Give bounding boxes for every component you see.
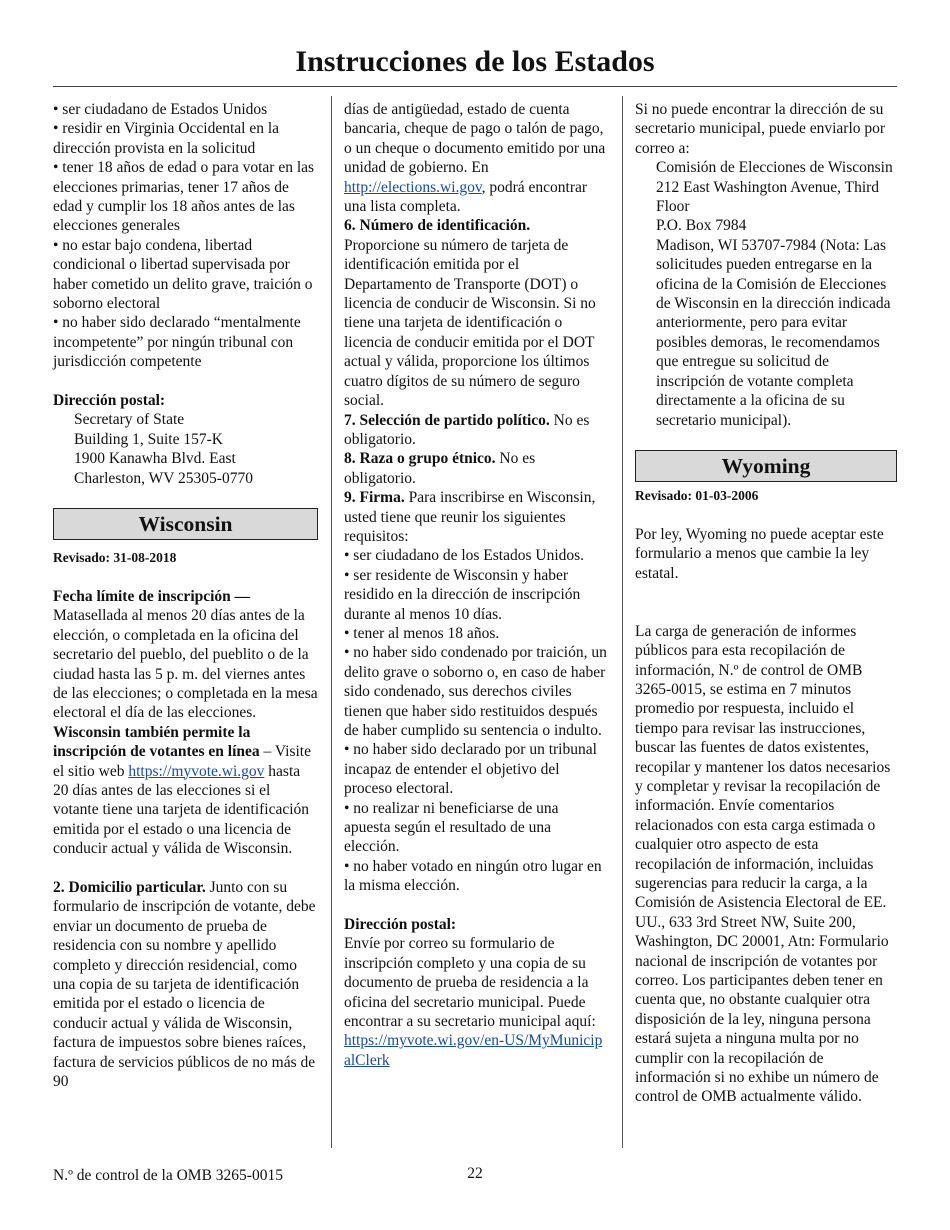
elections-link[interactable]: http://elections.wi.gov <box>344 178 482 196</box>
column-3 <box>635 100 897 1107</box>
intro-text: Si no puede encontrar la dirección de su secretario municipal, puede enviarlo por correo a: <box>635 101 886 157</box>
race-label: 8. Raza o grupo étnico. <box>344 450 496 468</box>
id-number-label: 6. Número de identificación. <box>344 217 531 235</box>
section-heading-wyoming: Wyoming <box>635 450 897 482</box>
party-label: 7. Selección de partido político. <box>344 411 550 429</box>
mailing-line: Building 1, Suite 157-K <box>74 430 223 448</box>
myvote-link[interactable]: https://myvote.wi.gov <box>128 762 265 780</box>
address-line: 212 East Washington Avenue, Third Floor <box>656 178 880 216</box>
requirement-item: • no haber votado en ningún otro lugar en la misma elección. <box>344 857 602 895</box>
requirement-item: • no haber sido declarado por un tribunal incapaz de entender el objetivo del proceso electoral. <box>344 741 597 798</box>
column-1 <box>53 100 318 1091</box>
requirement-item: • tener 18 años de edad o para votar en las elecciones primarias, tener 17 años de edad y cumplir los 18 años antes de las elecciones generales <box>53 159 315 235</box>
column-divider-1 <box>331 96 332 1148</box>
address-line: Comisión de Elecciones de Wisconsin <box>656 159 893 177</box>
requirement-item: • no realizar ni beneficiarse de una apuesta según el resultado de una elección. <box>344 799 559 856</box>
requirement-item: • no estar bajo condena, libertad condicional o libertad supervisada por haber cometido un delito grave, traición o soborno electoral <box>53 236 313 313</box>
requirement-item: • tener al menos 18 años. <box>344 624 500 642</box>
requirement-item: • residir en Virginia Occidental en la dirección provista en la solicitud <box>53 120 280 157</box>
column-divider-2 <box>622 96 623 1148</box>
omb-control-number: N.º de control de la OMB 3265-0015 <box>53 1167 283 1184</box>
section-heading-wisconsin: Wisconsin <box>53 508 318 540</box>
mailing-label: Dirección postal: <box>344 916 457 934</box>
burden-statement: La carga de generación de informes públicos para esta recopilación de información, N.º de control de OMB 3265-0015, se estima en 7 minutos promedio por respuesta, incluido el tiempo para revisar las instrucciones, buscar las fuentes de datos existentes, recopilar y mantener los datos necesarios y completar y revisar la recopilación de información. Envíe comentarios relacionados con esta carga estimada o cualquier otro aspecto de esta recopilación de información, incluidas sugerencias para reducir la carga, a la Comisión de Asistencia Electoral de EE. UU., 633 3rd Street NW, Suite 200, Washington, DC 20001, Atn: Formulario nacional de inscripción de votantes por correo. Los participantes deben tener en cuenta que, no obstante cualquier otra disposición de la ley, ninguna persona estará sujeta a ninguna multa por no cumplir con la recopilación de información si no exhibe un número de control de OMB actualmente válido. <box>635 622 891 1106</box>
wyoming-text: Por ley, Wyoming no puede aceptar este formulario a menos que cambie la ley estatal. <box>635 525 884 582</box>
page-number: 22 <box>467 1165 483 1182</box>
online-text: – Visite el sitio web <box>53 743 311 780</box>
home-address-text: Junto con su formulario de inscripción de votante, debe enviar un documento de prueba de residencia con su nombre y apellido completo y dirección residencial, como una copia de su tarjeta de identificación emitida por el estado o licencia de conducir actual y válida de Wisconsin, factura de impuestos sobre bienes raíces, factura de servicios públicos de no más de 90 <box>53 878 316 1091</box>
residence-text: días de antigüedad, estado de cuenta bancaria, cheque de pago o talón de pago, o un cheque o documento emitido por una unidad de gobierno. En <box>344 101 606 177</box>
column-2 <box>344 100 607 1070</box>
requirement-item: • ser ciudadano de los Estados Unidos. <box>344 547 585 565</box>
mailing-line: Secretary of State <box>74 411 185 429</box>
requirement-item: • no haber sido condenado por traición, un delito grave o soborno o, en caso de haber sido condenado, sus derechos civiles tienen que haber sido restituidos después de haber cumplido su sentencia o indulto. <box>344 644 607 739</box>
mailing-label: Dirección postal: <box>53 392 166 410</box>
mailing-text: Envíe por correo su formulario de inscripción completo y una copia de su documento de prueba de residencia a la oficina del secretario municipal. Puede encontrar a su secretario municipal aquí: <box>344 935 596 1031</box>
race-text: No es obligatorio. <box>344 450 536 487</box>
online-text: hasta 20 días antes de las elecciones si el votante tiene una tarjeta de identificación emitida por el estado o una licencia de conducir actual y válida de Wisconsin. <box>53 762 310 858</box>
address-line: Madison, WI 53707-7984 (Nota: Las solicitudes pueden entregarse en la oficina de la Comisión de Elecciones de Wisconsin en la dirección indicada anteriormente, pero para evitar posibles demoras, le recomendamos que entregue su solicitud de inscripción de votante completa directamente a la oficina de su secretario municipal). <box>656 236 891 429</box>
deadline-text: Matasellada al menos 20 días antes de la elección, o completada en la oficina del secretario del pueblo, del pueblito o de la ciudad hasta las 5 p. m. del viernes antes de las elecciones; o completada en la mesa electoral el día de las elecciones. <box>53 607 318 722</box>
id-number-text: Proporcione su número de tarjeta de identificación emitida por el Departamento de Transporte (DOT) o licencia de conducir de Wisconsin. Si no tiene una tarjeta de identificación o licencia de conducir emitida por el DOT actual y válida, proporcione los últimos cuatro dígitos de su número de seguro social. <box>344 236 596 410</box>
party-text: No es obligatorio. <box>344 411 590 448</box>
revised-date: Revisado: 31-08-2018 <box>53 550 177 566</box>
residence-text: , podrá encontrar una lista completa. <box>344 178 588 216</box>
address-line: P.O. Box 7984 <box>656 217 747 235</box>
deadline-label: Fecha límite de inscripción — <box>53 587 251 605</box>
requirement-item: • no haber sido declarado “mentalmente incompetente” por ningún tribunal con jurisdicción competente <box>53 314 301 371</box>
mailing-line: 1900 Kanawha Blvd. East <box>74 450 236 468</box>
revised-date: Revisado: 01-03-2006 <box>635 487 759 503</box>
page-title: Instrucciones de los Estados <box>295 45 655 78</box>
title-rule <box>53 86 897 87</box>
signature-label: 9. Firma. <box>344 489 405 507</box>
requirement-item: • ser residente de Wisconsin y haber residido en la dirección de inscripción durante al menos 10 días. <box>344 566 581 623</box>
requirement-item: • ser ciudadano de Estados Unidos <box>53 101 268 118</box>
signature-text: Para inscribirse en Wisconsin, usted tiene que reunir los siguientes requisitos: <box>344 489 596 545</box>
home-address-label: 2. Domicilio particular. <box>53 878 206 896</box>
online-registration-label: Wisconsin también permite la inscripción de votantes en línea <box>53 723 260 761</box>
municipal-clerk-link[interactable]: https://myvote.wi.gov/en-US/MyMunicipalClerk <box>344 1032 603 1069</box>
mailing-line: Charleston, WV 25305-0770 <box>74 469 253 487</box>
